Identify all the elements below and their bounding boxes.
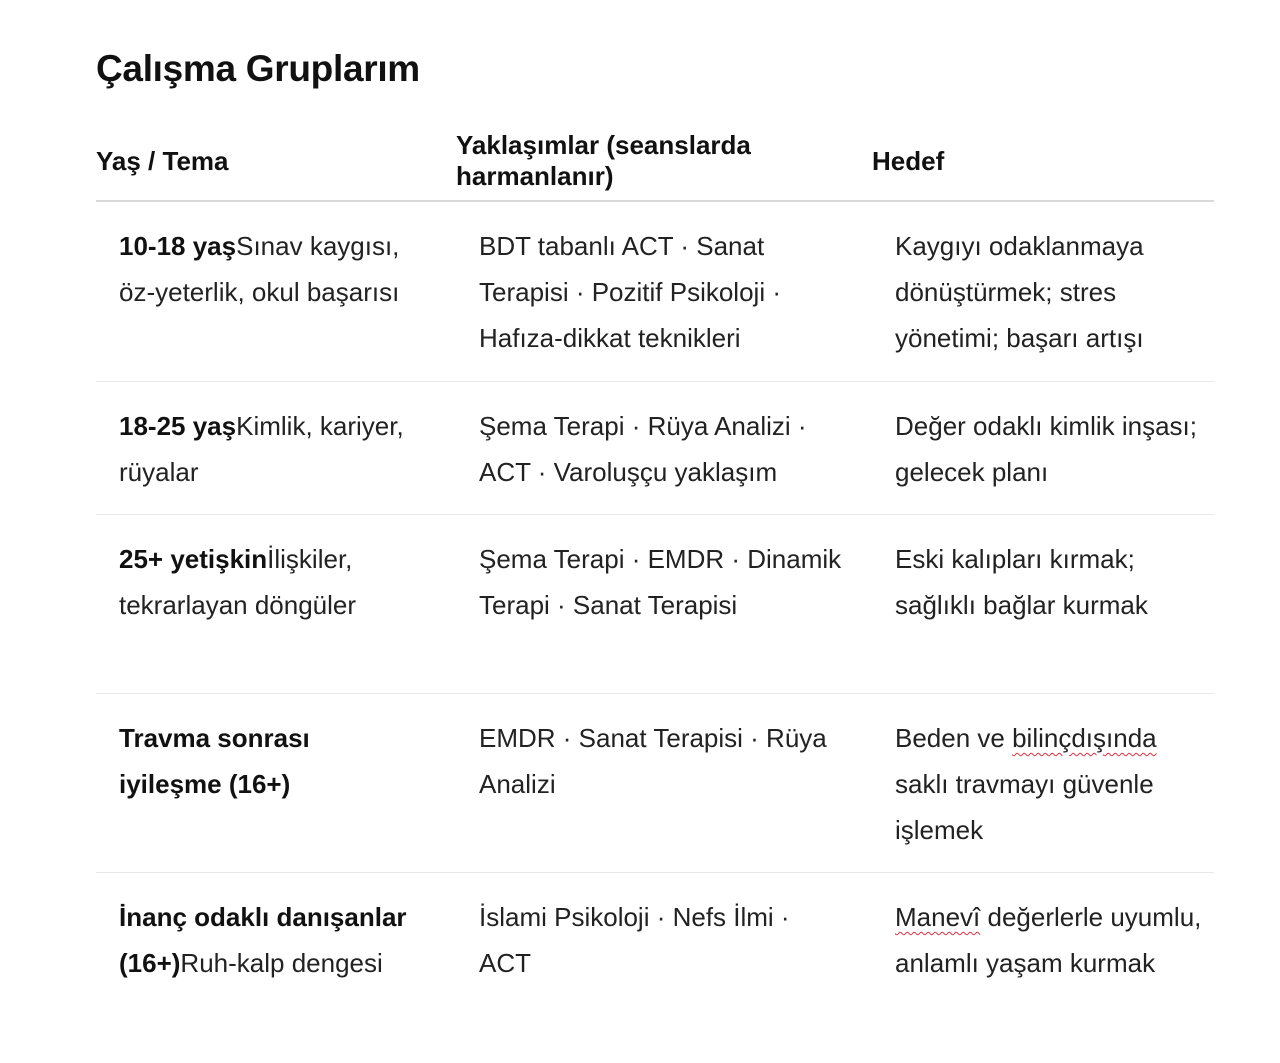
group-label: 18-25 yaş [119,411,237,441]
cell-approaches: İslami Psikoloji · Nefs İlmi · ACT [479,902,790,978]
cell-group [96,715,456,872]
group-label: Travma sonrası iyileşme (16+) [119,723,310,799]
header-age-theme: Yaş / Tema [96,145,229,176]
goal-text: değerlerle uyumlu, anlamlı yaşam kurmak [895,902,1202,978]
group-description: Sınav kaygısı, öz-yeterlik, okul başarısı [119,231,400,307]
goal-text: Beden ve [895,723,1013,753]
group-description: Ruh-kalp dengesi [180,948,383,978]
header-approaches: Yaklaşımlar (seanslarda harmanlanır) [456,130,751,191]
group-label: 25+ yetişkin [119,544,268,574]
table-header [96,122,1214,202]
table-row [96,873,1214,1063]
cell-group [96,894,456,1063]
cell-goal [872,715,1214,872]
page-title: Çalışma Gruplarım [96,48,420,89]
cell-goal: Kaygıyı odaklanmaya dönüştürmek; stres yönetimi; başarı artışı [895,231,1144,353]
cell-approaches: BDT tabanlı ACT · Sanat Terapisi · Pozitif Psikoloji · Hafıza-dikkat teknikleri [479,231,781,353]
cell-group [96,536,456,693]
cell-goal: Eski kalıpları kırmak; sağlıklı bağlar kurmak [895,544,1148,620]
group-label: 10-18 yaş [119,231,237,261]
spellcheck-flagged-word[interactable]: bilinçdışında [1012,723,1157,753]
cell-approaches: EMDR · Sanat Terapisi · Rüya Analizi [479,723,827,799]
study-groups-table [96,122,1214,1063]
table-row [96,202,1214,382]
cell-group [96,223,456,381]
group-description: Kimlik, kariyer, rüyalar [119,411,404,487]
cell-approaches: Şema Terapi · EMDR · Dinamik Terapi · Sanat Terapisi [479,544,842,620]
cell-goal: Değer odaklı kimlik inşası; gelecek planı [895,411,1197,487]
group-label: İnanç odaklı danışanlar (16+) [119,902,407,978]
table-row [96,515,1214,694]
table-row [96,694,1214,873]
goal-text: saklı travmayı güvenle işlemek [895,769,1154,845]
cell-goal [872,894,1214,1063]
cell-approaches: Şema Terapi · Rüya Analizi · ACT · Varoluşçu yaklaşım [479,411,807,487]
header-goal: Hedef [872,145,945,176]
group-description: İlişkiler, tekrarlayan döngüler [119,544,357,620]
spellcheck-flagged-word[interactable]: Manevî [895,902,981,932]
cell-group [96,403,456,514]
table-row [96,382,1214,515]
